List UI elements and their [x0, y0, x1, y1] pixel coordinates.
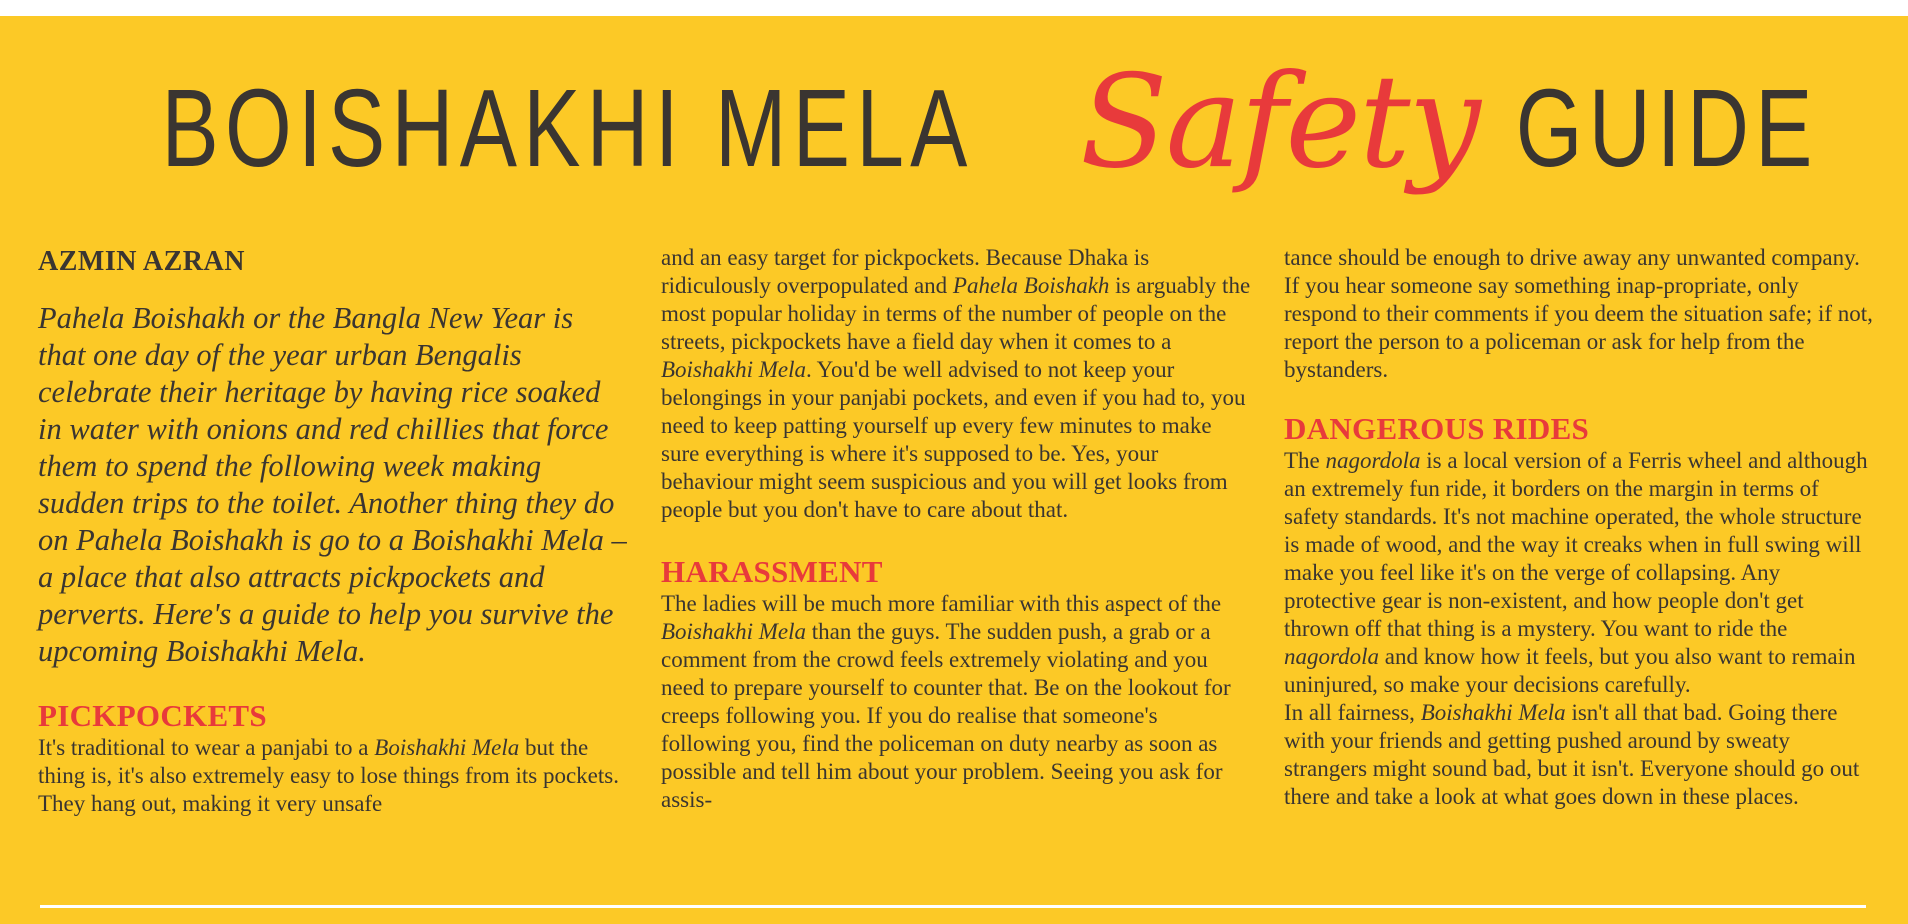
- column-1: [38, 242, 628, 818]
- intro-paragraph: Pahela Boishakh or the Bangla New Year is that one day of the year urban Bengalis celebrate their heritage by having rice soaked in water with onions and red chillies that force them to spend the following week making sudden trips to the toilet. Another thing they do on Pahela Boishakh is go to a Boishakhi Mela – a place that also attracts pickpockets and perverts. Here's a guide to help you survive the upcoming Boishakhi Mela.: [38, 301, 627, 668]
- pickpockets-paragraph-continued: and an easy target for pickpockets. Because Dhaka is ridiculously overpopulated and Pahela Boishakh is arguably the most popular holiday in terms of the number of people on the streets, pickpockets have a field day when it comes to a Boishakhi Mela. You'd be well advised to not keep your belongings in your panjabi pockets, and even if you had to, you need to keep patting yourself up every few minutes to make sure everything is where it's supposed to be. Yes, your behaviour might seem suspicious and you will get looks from people but you don't have to care about that.: [661, 245, 1251, 522]
- headline-part-safety: Safety: [1079, 48, 1479, 197]
- rides-paragraph: The nagordola is a local version of a Ferris wheel and although an extremely fun ride, it borders on the margin in terms of safety standards. It's not machine operated, the whole structure is made of wood, and the way it creaks when in full swing will make you feel like it's on the verge of collapsing. Any protective gear is non-existent, and how people don't get thrown off that thing is a mystery. You want to ride the nagordola and know how it feels, but you also want to remain uninjured, so make your decisions carefully.: [1284, 448, 1868, 697]
- headline-part-guide: GUIDE: [1515, 67, 1819, 190]
- harassment-paragraph-start: The ladies will be much more familiar with this aspect of the Boishakhi Mela than the guys. The sudden push, a grab or a comment from the crowd feels extremely violating and you need to prepare yourself to counter that. Be on the lookout for creeps following you. If you do realise that someone's following you, find the policeman on duty nearby as soon as possible and tell him about your problem. Seeing you ask for assis-: [661, 591, 1231, 812]
- headline-part-boishakhi-mela: BOISHAKHI MELA: [161, 67, 974, 190]
- harassment-paragraph-continued: tance should be enough to drive away any unwanted company. If you hear someone say something inap-​propriate, only respond to their comments if you deem the situation safe; if not, report the person to a policeman or ask for help from the bystanders.: [1284, 245, 1873, 382]
- column-2: [661, 244, 1251, 814]
- byline: AZMIN AZRAN: [38, 246, 245, 277]
- closing-paragraph: In all fairness, Boishakhi Mela isn't all that bad. Going there with your friends and getting pushed around by sweaty strangers might sound bad, but it isn't. Everyone should go out there and take a look at what goes down in these places.: [1284, 700, 1860, 809]
- column-3: [1284, 244, 1874, 811]
- pickpockets-paragraph-start: It's traditional to wear a panjabi to a Boishakhi Mela but the thing is, it's also extremely easy to lose things from its pockets. They hang out, making it very unsafe: [38, 735, 619, 816]
- headline: [0, 38, 1908, 208]
- section-title-dangerous-rides: DANGEROUS RIDES: [1284, 411, 1590, 446]
- article-page: [0, 16, 1908, 924]
- section-title-pickpockets: PICKPOCKETS: [38, 698, 267, 733]
- bottom-rule: [40, 905, 1866, 908]
- section-title-harassment: HARASSMENT: [661, 554, 883, 589]
